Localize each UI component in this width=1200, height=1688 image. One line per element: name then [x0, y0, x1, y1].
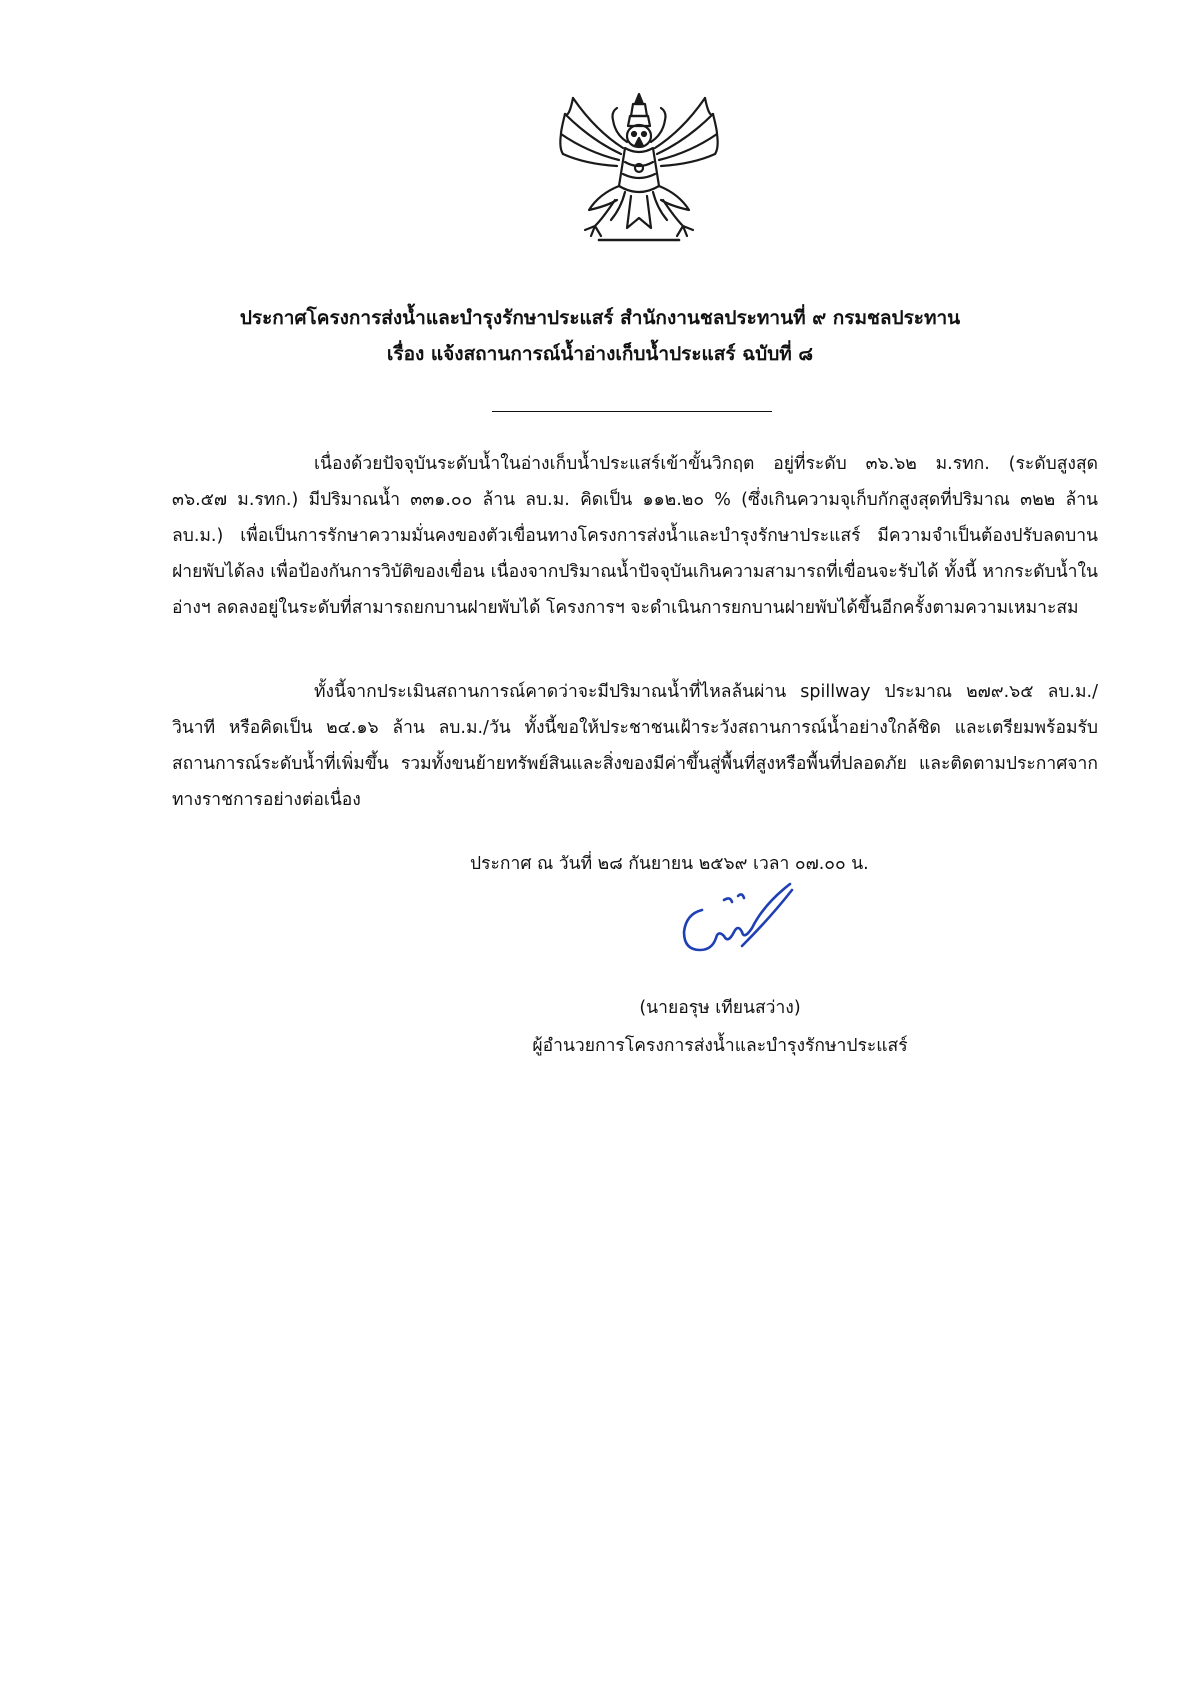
announcement-subject: เรื่อง แจ้งสถานการณ์น้ำอ่างเก็บน้ำประแสร์ ฉบับที่ ๘	[386, 343, 814, 365]
title-divider	[492, 411, 772, 412]
announcement-title: ประกาศโครงการส่งน้ำและบำรุงรักษาประแสร์ สำนักงานชลประทานที่ ๙ กรมชลประทาน	[239, 307, 961, 329]
signer-name: (นายอรุษ เทียนสว่าง)	[639, 998, 801, 1018]
signer-title: ผู้อำนวยการโครงการส่งน้ำและบำรุงรักษาประแสร์	[532, 1036, 908, 1056]
announcement-dateline: ประกาศ ณ วันที่ ๒๘ กันยายน ๒๕๖๙ เวลา ๐๗.๐๐ น.	[470, 854, 869, 874]
body-paragraph-1: เนื่องด้วยปัจจุบันระดับน้ำในอ่างเก็บน้ำประแสร์เข้าขั้นวิกฤต อยู่ที่ระดับ ๓๖.๖๒ ม.รทก. (ระดับสูงสุด ๓๖.๕๗ ม.รทก.) มีปริมาณน้ำ ๓๓๑.๐๐ ล้าน ลบ.ม. คิดเป็น ๑๑๒.๒๐ % (ซึ่งเกินความจุเก็บกักสูงสุดที่ปริมาณ ๓๒๒ ล้าน ลบ.ม.) เพื่อเป็นการรักษาความมั่นคงของตัวเขื่อนทางโครงการส่งน้ำและบำรุงรักษาประแสร์ มีความจำเป็นต้องปรับลดบานฝายพับได้ลง เพื่อป้องกันการวิบัติของเขื่อน เนื่องจากปริมาณน้ำปัจจุบันเกินความสามารถที่เขื่อนจะรับได้ ทั้งนี้ หากระดับน้ำในอ่างฯ ลดลงอยู่ในระดับที่สามารถยกบานฝายพับได้ โครงการฯ จะดำเนินการยกบานฝายพับได้ขึ้นอีกครั้งตามความเหมาะสม	[172, 454, 1098, 618]
body-paragraph-2: ทั้งนี้จากประเมินสถานการณ์คาดว่าจะมีปริมาณน้ำที่ไหลล้นผ่าน spillway ประมาณ ๒๗๙.๖๕ ลบ.ม./วินาที หรือคิดเป็น ๒๔.๑๖ ล้าน ลบ.ม./วัน ทั้งนี้ขอให้ประชาชนเฝ้าระวังสถานการณ์น้ำอย่างใกล้ชิด และเตรียมพร้อมรับสถานการณ์ระดับน้ำที่เพิ่มขึ้น รวมทั้งขนย้ายทรัพย์สินและสิ่งของมีค่าขึ้นสู่พื้นที่สูงหรือพื้นที่ปลอดภัย และติดตามประกาศจากทางราชการอย่างต่อเนื่อง	[172, 682, 1098, 810]
garuda-emblem-icon	[555, 90, 723, 250]
handwritten-signature	[672, 880, 812, 980]
